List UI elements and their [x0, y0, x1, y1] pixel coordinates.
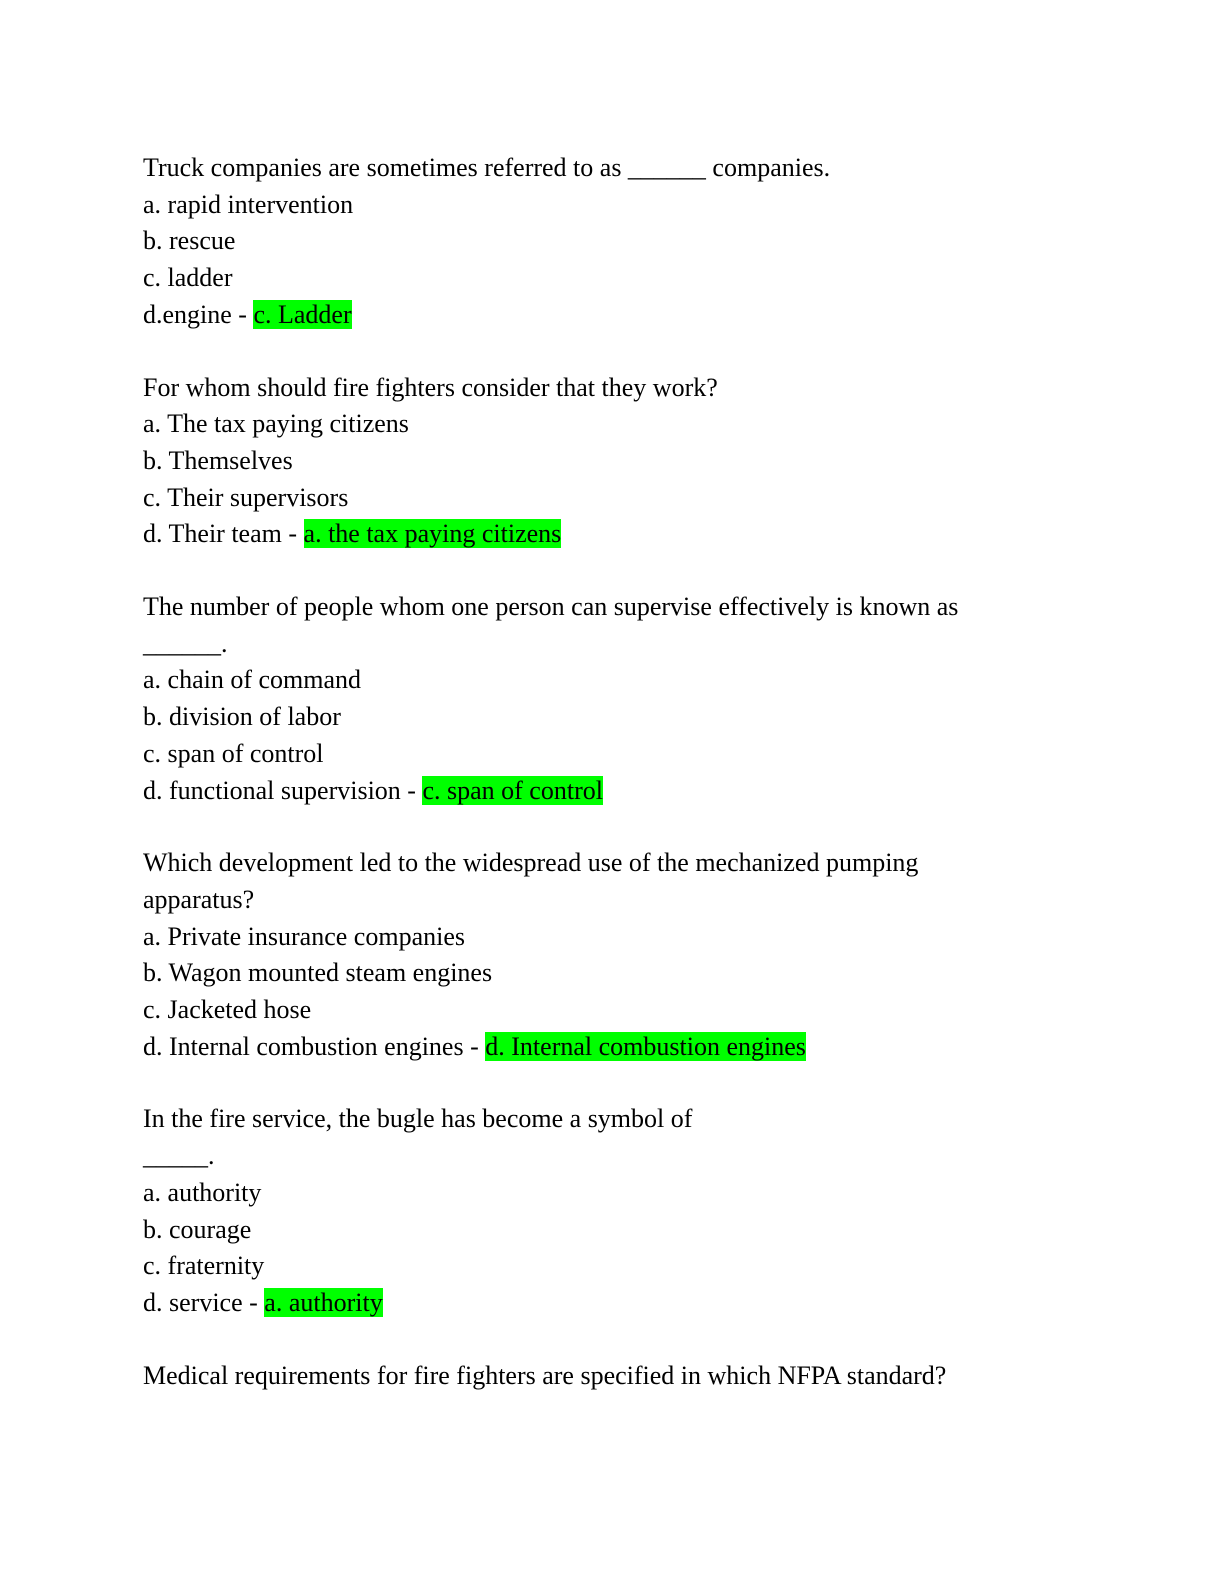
option-a: a. rapid intervention [143, 189, 354, 219]
option-d-with-answer [143, 1029, 1043, 1066]
option-c: c. Their supervisors [143, 482, 349, 512]
question-text: The number of people whom one person can supervise effectively is known as [143, 592, 959, 622]
option-c: c. ladder [143, 263, 233, 293]
question-5 [143, 1101, 1043, 1321]
highlighted-answer: a. authority [264, 1287, 383, 1317]
option-c: c. fraternity [143, 1251, 265, 1281]
question-text: Which development led to the widespread use of the mechanized pumping [143, 848, 919, 878]
option-b: b. Themselves [143, 445, 293, 475]
option-c: c. Jacketed hose [143, 995, 312, 1025]
highlighted-answer: a. the tax paying citizens [303, 519, 562, 549]
question-text-continued: apparatus? [143, 884, 255, 914]
option-d-with-answer [143, 516, 1043, 553]
option-a: a. chain of command [143, 665, 362, 695]
question-text-continued: _____. [143, 1141, 215, 1171]
option-d: d. Their team - [143, 519, 304, 549]
option-a: a. Private insurance companies [143, 921, 465, 951]
option-d: d.engine - [143, 299, 254, 329]
option-d-with-answer [143, 773, 1043, 810]
highlighted-answer: d. Internal combustion engines [485, 1031, 806, 1061]
option-c: c. span of control [143, 738, 324, 768]
question-3 [143, 589, 1043, 809]
question-2 [143, 370, 1043, 554]
option-b: b. division of labor [143, 702, 341, 732]
option-b: b. rescue [143, 226, 236, 256]
option-b: b. Wagon mounted steam engines [143, 958, 493, 988]
question-text: For whom should fire fighters consider that they work? [143, 372, 718, 402]
option-a: a. The tax paying citizens [143, 409, 409, 439]
option-a: a. authority [143, 1177, 262, 1207]
highlighted-answer: c. Ladder [253, 299, 352, 329]
highlighted-answer: c. span of control [422, 775, 603, 805]
question-text-continued: ______. [143, 628, 228, 658]
question-4 [143, 845, 1043, 1065]
option-d: d. service - [143, 1287, 265, 1317]
question-1 [143, 150, 1043, 334]
option-d-with-answer [143, 1285, 1043, 1322]
option-d-with-answer [143, 297, 1043, 334]
question-text: In the fire service, the bugle has become a symbol of [143, 1104, 693, 1134]
option-d: d. Internal combustion engines - [143, 1031, 486, 1061]
question-text: Medical requirements for fire fighters are specified in which NFPA standard? [143, 1360, 947, 1390]
option-b: b. courage [143, 1214, 252, 1244]
option-d: d. functional supervision - [143, 775, 423, 805]
question-6 [143, 1358, 1043, 1395]
document-page [143, 150, 1043, 1430]
question-text: Truck companies are sometimes referred to as ______ companies. [143, 153, 831, 182]
